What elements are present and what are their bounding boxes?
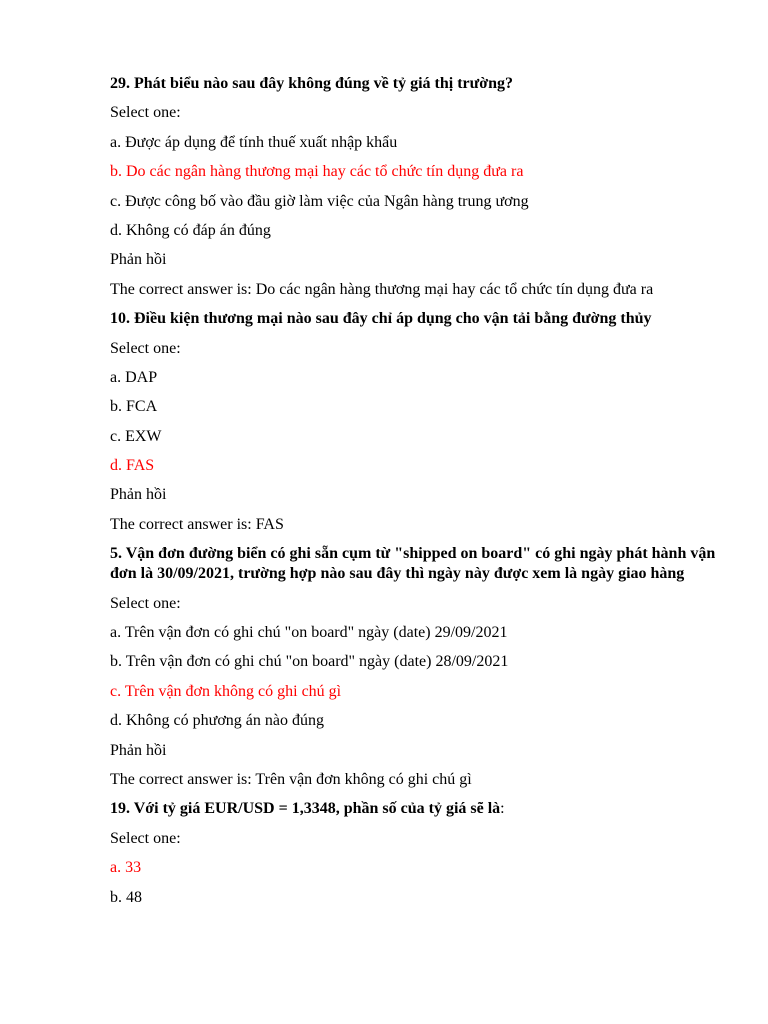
option-a: a. Trên vận đơn có ghi chú "on board" ngày (date) 29/09/2021 xyxy=(110,624,508,642)
feedback-label: Phản hồi xyxy=(110,251,167,269)
correct-answer: The correct answer is: Trên vận đơn không có ghi chú gì xyxy=(110,770,472,788)
select-one-label: Select one: xyxy=(110,339,181,357)
feedback-label: Phản hồi xyxy=(110,486,167,504)
option-a: a. DAP xyxy=(110,368,158,386)
option-d: d. Không có phương án nào đúng xyxy=(110,712,324,730)
option-c: c. Được công bố vào đầu giờ làm việc của Ngân hàng trung ương xyxy=(110,192,529,210)
feedback-label: Phản hồi xyxy=(110,741,167,759)
option-b: b. FCA xyxy=(110,398,158,416)
select-one-label: Select one: xyxy=(110,829,181,847)
question-title: 29. Phát biểu nào sau đây không đúng về tỷ giá thị trường? xyxy=(110,75,513,92)
option-b: b. 48 xyxy=(110,888,142,906)
option-a: a. Được áp dụng để tính thuế xuất nhập khẩu xyxy=(110,133,398,151)
question-title: 10. Điều kiện thương mại nào sau đây chỉ áp dụng cho vận tải bằng đường thủy xyxy=(110,310,652,328)
select-one-label: Select one: xyxy=(110,104,181,122)
option-c-selected: c. Trên vận đơn không có ghi chú gì xyxy=(110,682,342,700)
question-title: 5. Vận đơn đường biển có ghi sẵn cụm từ "shipped on board" có ghi ngày phát hành vận đơn là 30/09/2021, trường hợp nào sau đây thì ngày này được xem là ngày giao hàng xyxy=(110,545,716,583)
select-one-label: Select one: xyxy=(110,594,181,612)
question-title-colon: : xyxy=(500,800,505,818)
option-d: d. Không có đáp án đúng xyxy=(110,221,271,239)
option-b-selected: b. Do các ngân hàng thương mại hay các tổ chức tín dụng đưa ra xyxy=(110,163,524,181)
question-title-text: 19. Với tỷ giá EUR/USD = 1,3348, phần số của tỷ giá sẽ là xyxy=(110,800,501,818)
option-d-selected: d. FAS xyxy=(110,457,155,475)
option-b: b. Trên vận đơn có ghi chú "on board" ngày (date) 28/09/2021 xyxy=(110,653,509,671)
question-title xyxy=(110,799,720,819)
option-a-selected: a. 33 xyxy=(110,859,142,877)
option-c: c. EXW xyxy=(110,427,162,445)
correct-answer: The correct answer is: Do các ngân hàng thương mại hay các tổ chức tín dụng đưa ra xyxy=(110,280,654,298)
document-page xyxy=(110,74,720,908)
correct-answer: The correct answer is: FAS xyxy=(110,515,284,533)
